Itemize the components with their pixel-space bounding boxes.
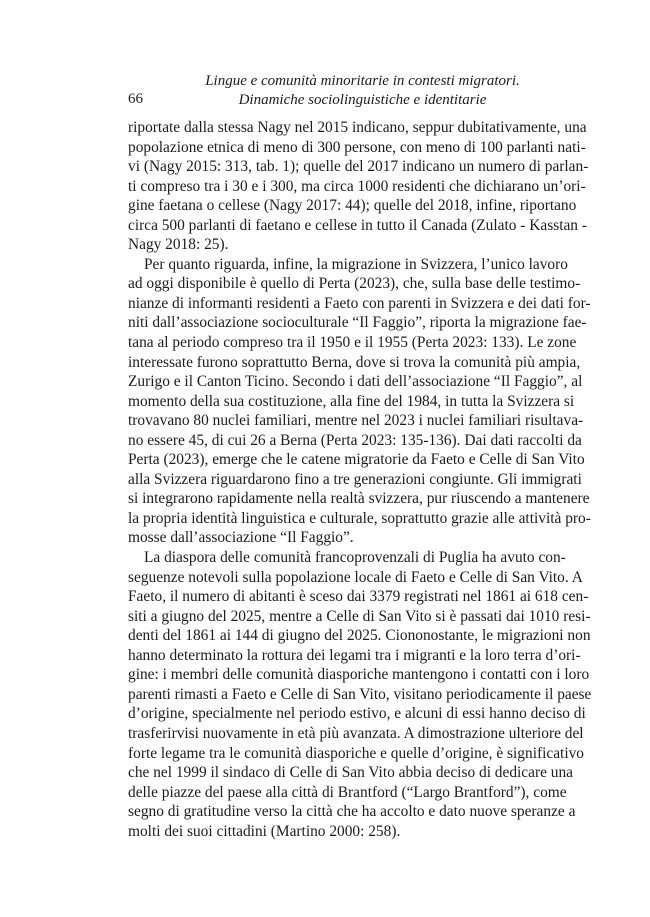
page-header — [0, 72, 650, 112]
text-line: hanno determinato la rottura dei legami tra i migranti e la loro terra d’ori- — [128, 646, 581, 664]
body-text — [128, 118, 592, 841]
text-line: molti dei suoi cittadini (Martino 2000: 258). — [128, 822, 401, 840]
paragraph — [128, 118, 589, 255]
text-line: gine: i membri delle comunità diasporiche mantengono i contatti con i loro — [128, 666, 590, 684]
text-line: d’origine, specialmente nel periodo estivo, e alcuni di essi hanno deciso di — [128, 705, 586, 723]
text-line: Per quanto riguarda, infine, la migrazione in Svizzera, l’unico lavoro — [144, 255, 568, 273]
text-line: che nel 1999 il sindaco di Celle di San Vito abbia deciso di dedicare una — [128, 764, 573, 782]
page-number: 66 — [128, 91, 143, 107]
text-line: circa 500 parlanti di faetano e cellese in tutto il Canada (Zulato - Kasstan - — [128, 216, 587, 234]
text-line: Nagy 2018: 25). — [128, 236, 229, 254]
text-line: vi (Nagy 2015: 313, tab. 1); quelle del 2017 indicano un numero di parlan- — [128, 158, 589, 176]
paragraph — [128, 255, 591, 548]
text-line: si integrarono rapidamente nella realtà svizzera, pur riuscendo a mantenere — [128, 490, 590, 508]
text-line: ad oggi disponibile è quello di Perta (2023), che, sulla base delle testimo- — [128, 275, 581, 293]
text-line: tana al periodo compreso tra il 1950 e il 1955 (Perta 2023: 133). Le zone — [128, 334, 577, 352]
text-line: ti compreso tra i 30 e i 300, ma circa 1000 residenti che dichiarano un’ori- — [128, 177, 586, 195]
running-title-line-1: Lingue e comunità minoritarie in contesti migratori. — [205, 73, 520, 89]
text-line: popolazione etnica di meno di 300 persone, con meno di 100 parlanti nati- — [128, 138, 586, 156]
text-line: interessate furono soprattutto Berna, dove si trova la comunità più ampia, — [128, 353, 581, 371]
text-line: denti del 1861 ai 144 di giugno del 2025. Ciononostante, le migrazioni non — [128, 627, 591, 645]
text-line: mosse dall’associazione “Il Faggio”. — [128, 529, 354, 547]
text-line: trasferirvisi nuovamente in età più avanzata. A dimostrazione ulteriore del — [128, 724, 584, 742]
text-line: no essere 45, di cui 26 a Berna (Perta 2023: 135-136). Dai dati raccolti da — [128, 431, 582, 449]
text-line: riportate dalla stessa Nagy nel 2015 indicano, seppur dubitativamente, una — [128, 119, 587, 136]
text-line: alla Svizzera riguardarono fino a tre generazioni congiunte. Gli immigrati — [128, 470, 582, 488]
text-line: momento della sua costituzione, alla fine del 1984, in tutta la Svizzera si — [128, 392, 575, 410]
text-line: forte legame tra le comunità diasporiche e quelle d’origine, è significativo — [128, 744, 584, 762]
text-line: Zurigo e il Canton Ticino. Secondo i dati dell’associazione “Il Faggio”, al — [128, 373, 583, 391]
text-line: parenti rimasti a Faeto e Celle di San Vito, visitano periodicamente il paese — [128, 685, 592, 703]
text-line: gine faetana o cellese (Nagy 2017: 44); quelle del 2018, infine, riportano — [128, 197, 577, 215]
text-line: Faeto, il numero di abitanti è sceso dai 3379 registrati nel 1861 ai 618 cen- — [128, 588, 589, 606]
text-line: siti a giugno del 2025, mentre a Celle di San Vito si è passati dai 1010 resi- — [128, 607, 591, 625]
running-title — [190, 72, 535, 110]
paragraph — [128, 548, 592, 841]
text-line: niti dall’associazione socioculturale “Il Faggio”, riporta la migrazione fae- — [128, 314, 587, 332]
text-line: delle piazze del paese alla città di Brantford (“Largo Brantford”), come — [128, 783, 567, 801]
text-line: la propria identità linguistica e culturale, soprattutto grazie alle attività pro- — [128, 509, 591, 527]
text-line: segno di gratitudine verso la città che ha accolto e dato nuove speranze a — [128, 803, 576, 821]
text-line: La diaspora delle comunità francoprovenzali di Puglia ha avuto con- — [144, 549, 566, 567]
text-line: nianze di informanti residenti a Faeto con parenti in Svizzera e dei dati for- — [128, 294, 591, 312]
text-line: seguenze notevoli sulla popolazione locale di Faeto e Celle di San Vito. A — [128, 568, 583, 586]
text-line: trovavano 80 nuclei familiari, mentre nel 2023 i nuclei familiari risultava- — [128, 412, 584, 430]
text-line: Perta (2023), emerge che le catene migratorie da Faeto e Celle di San Vito — [128, 451, 585, 469]
running-title-line-2: Dinamiche sociolinguistiche e identitarie — [238, 92, 487, 108]
